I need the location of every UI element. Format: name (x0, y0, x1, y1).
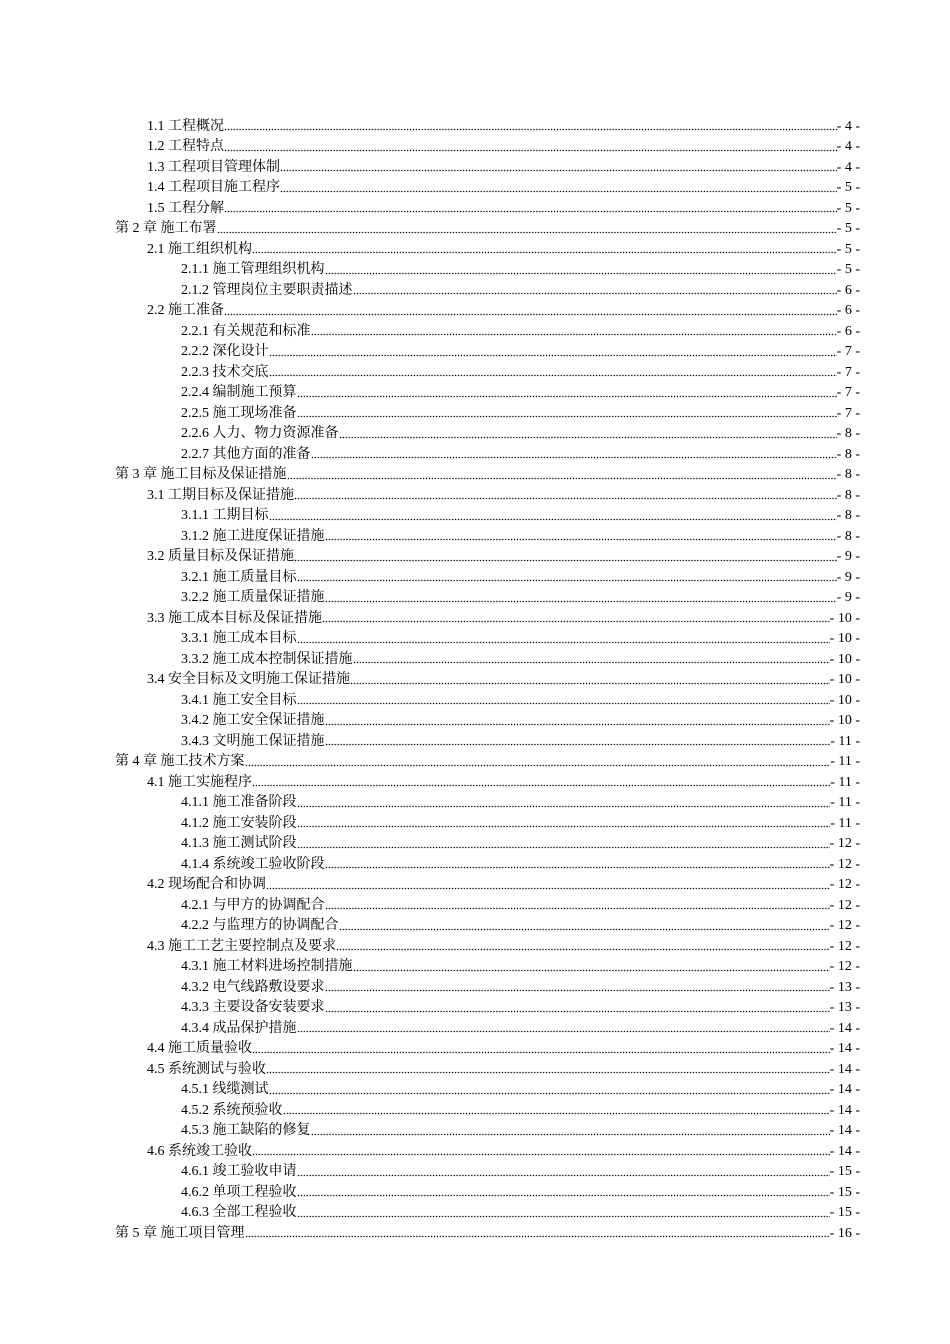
toc-entry[interactable] (0, 176, 860, 197)
toc-entry[interactable] (0, 545, 860, 566)
toc-entry-page-number: - 8 - (836, 528, 860, 544)
toc-entry-page-number: - 16 - (829, 1225, 860, 1241)
toc-entry-label: 4.6.2 单项工程验收 (181, 1184, 297, 1200)
toc-entry-page-number: - 6 - (836, 323, 860, 339)
toc-entry[interactable] (0, 401, 860, 422)
toc-dot-leader (252, 1050, 830, 1054)
toc-dot-leader (325, 538, 837, 542)
toc-entry[interactable] (0, 627, 860, 648)
toc-entry[interactable] (0, 524, 860, 545)
toc-entry[interactable] (0, 381, 860, 402)
toc-entry[interactable] (0, 1098, 860, 1119)
toc-entry-label: 3.4.3 文明施工保证措施 (181, 733, 325, 749)
toc-dot-leader (297, 845, 830, 849)
toc-entry-page-number: - 13 - (829, 1000, 860, 1015)
toc-entry-label: 4.3.3 主要设备安装要求 (181, 1000, 325, 1015)
toc-entry-page-number: - 11 - (830, 815, 860, 831)
toc-dot-leader (297, 804, 831, 808)
toc-entry-label: 3.2.1 施工质量目标 (181, 569, 297, 585)
toc-entry[interactable] (0, 770, 860, 791)
toc-entry[interactable] (0, 504, 860, 525)
toc-entry-page-number: - 5 - (836, 262, 860, 277)
toc-dot-leader (311, 333, 837, 337)
toc-entry[interactable] (0, 606, 860, 627)
toc-dot-leader (294, 558, 837, 562)
toc-dot-leader (269, 517, 837, 521)
toc-entry-page-number: - 14 - (829, 1143, 860, 1159)
toc-entry-page-number: - 5 - (836, 241, 860, 257)
toc-entry-page-number: - 11 - (830, 733, 860, 749)
toc-entry-page-number: - 13 - (829, 979, 860, 995)
toc-entry-page-number: - 8 - (836, 467, 860, 482)
toc-entry[interactable] (0, 422, 860, 443)
toc-entry-page-number: - 5 - (836, 200, 860, 216)
toc-dot-leader (224, 148, 837, 152)
toc-dot-leader (252, 251, 837, 255)
toc-dot-leader (269, 353, 837, 357)
toc-entry[interactable] (0, 668, 860, 689)
toc-entry-label: 3.3 施工成本目标及保证措施 (147, 610, 322, 626)
toc-dot-leader (325, 866, 830, 870)
toc-entry-label: 2.1.1 施工管理组织机构 (181, 262, 325, 277)
toc-entry[interactable] (0, 114, 860, 135)
toc-dot-leader (350, 681, 830, 685)
toc-entry-page-number: - 9 - (836, 569, 860, 585)
toc-entry-label: 3.3.2 施工成本控制保证措施 (181, 651, 353, 667)
toc-entry[interactable] (0, 1160, 860, 1181)
toc-entry-page-number: - 4 - (836, 139, 860, 154)
toc-entry-label: 3.3.1 施工成本目标 (181, 631, 297, 646)
toc-dot-leader (297, 1030, 830, 1034)
toc-entry[interactable] (0, 688, 860, 709)
toc-dot-leader (269, 374, 837, 378)
toc-entry-label: 4.4 施工质量验收 (147, 1041, 252, 1056)
toc-dot-leader (294, 497, 837, 501)
toc-entry-page-number: - 5 - (836, 221, 860, 236)
toc-entry-label: 3.2 质量目标及保证措施 (147, 549, 294, 564)
toc-dot-leader (245, 1235, 830, 1239)
toc-entry[interactable] (0, 893, 860, 914)
toc-entry-page-number: - 14 - (829, 1041, 860, 1056)
toc-entry[interactable] (0, 155, 860, 176)
toc-entry-page-number: - 11 - (830, 795, 860, 810)
toc-dot-leader (297, 415, 837, 419)
toc-dot-leader (297, 394, 837, 398)
toc-entry-label: 4.5.2 系统预验收 (181, 1102, 283, 1118)
toc-entry-label: 4.6 系统竣工验收 (147, 1143, 252, 1159)
toc-dot-leader (297, 1214, 830, 1218)
toc-entry[interactable] (0, 647, 860, 668)
toc-entry-page-number: - 12 - (829, 959, 860, 974)
toc-entry-label: 1.2 工程特点 (147, 139, 224, 154)
toc-entry-label: 1.1 工程概况 (147, 118, 224, 134)
toc-entry-page-number: - 12 - (829, 836, 860, 851)
toc-dot-leader (297, 825, 831, 829)
toc-entry-page-number: - 12 - (829, 938, 860, 954)
toc-entry-label: 1.3 工程项目管理体制 (147, 159, 280, 175)
toc-entry-label: 4.5.3 施工缺陷的修复 (181, 1123, 311, 1138)
toc-dot-leader (283, 1112, 830, 1116)
toc-dot-leader (217, 230, 837, 234)
toc-dot-leader (339, 435, 837, 439)
toc-entry[interactable] (0, 237, 860, 258)
toc-entry-page-number: - 15 - (829, 1164, 860, 1179)
table-of-contents (0, 114, 950, 1242)
toc-entry-label: 4.1 施工实施程序 (147, 774, 252, 790)
toc-entry-page-number: - 8 - (836, 446, 860, 462)
toc-entry-page-number: - 11 - (830, 774, 860, 790)
toc-entry[interactable] (0, 1078, 860, 1099)
toc-entry[interactable] (0, 852, 860, 873)
toc-entry-page-number: - 8 - (836, 426, 860, 441)
toc-entry[interactable] (0, 811, 860, 832)
toc-entry-page-number: - 14 - (829, 1102, 860, 1118)
toc-dot-leader (224, 128, 837, 132)
toc-entry-page-number: - 6 - (836, 303, 860, 318)
toc-entry-page-number: - 9 - (836, 549, 860, 564)
toc-entry[interactable] (0, 1119, 860, 1140)
toc-entry[interactable] (0, 914, 860, 935)
toc-entry-label: 4.2.1 与甲方的协调配合 (181, 897, 325, 913)
toc-entry-label: 3.1.1 工期目标 (181, 508, 269, 523)
toc-entry-page-number: - 14 - (829, 1082, 860, 1097)
toc-entry[interactable] (0, 1201, 860, 1222)
toc-dot-leader (252, 784, 830, 788)
toc-dot-leader (280, 169, 837, 173)
toc-entry-label: 4.3.4 成品保护措施 (181, 1020, 297, 1036)
toc-entry-page-number: - 10 - (829, 631, 860, 646)
toc-entry-page-number: - 15 - (829, 1184, 860, 1200)
toc-entry-page-number: - 12 - (829, 897, 860, 913)
toc-entry-page-number: - 12 - (829, 856, 860, 872)
toc-entry-label: 4.3.2 电气线路敷设要求 (181, 979, 325, 995)
toc-entry[interactable] (0, 565, 860, 586)
toc-entry-label: 4.3 施工工艺主要控制点及要求 (147, 938, 336, 954)
toc-entry-label: 4.6.3 全部工程验收 (181, 1205, 297, 1220)
toc-dot-leader (325, 1009, 830, 1013)
toc-entry-label: 1.4 工程项目施工程序 (147, 180, 280, 195)
toc-entry-page-number: - 11 - (830, 754, 860, 769)
toc-dot-leader (325, 722, 830, 726)
toc-entry-label: 第 3 章 施工目标及保证措施 (115, 467, 287, 482)
toc-entry-page-number: - 14 - (829, 1020, 860, 1036)
toc-entry[interactable] (0, 278, 860, 299)
toc-entry-label: 2.2.6 人力、物力资源准备 (181, 426, 339, 441)
toc-entry[interactable] (0, 873, 860, 894)
toc-entry-page-number: - 4 - (836, 159, 860, 175)
toc-dot-leader (224, 210, 837, 214)
toc-dot-leader (297, 1194, 830, 1198)
toc-entry-label: 3.1 工期目标及保证措施 (147, 487, 294, 503)
toc-dot-leader (353, 661, 830, 665)
toc-dot-leader (224, 312, 837, 316)
toc-entry-label: 3.4 安全目标及文明施工保证措施 (147, 672, 350, 687)
toc-entry-page-number: - 10 - (829, 692, 860, 708)
toc-entry-label: 2.2.1 有关规范和标准 (181, 323, 311, 339)
toc-entry-label: 4.2 现场配合和协调 (147, 877, 266, 892)
toc-entry-page-number: - 12 - (829, 877, 860, 892)
toc-dot-leader (353, 968, 830, 972)
toc-entry[interactable] (0, 1180, 860, 1201)
toc-dot-leader (266, 1071, 830, 1075)
toc-entry-label: 2.2.4 编制施工预算 (181, 385, 297, 400)
toc-entry-label: 第 2 章 施工布署 (115, 221, 217, 236)
toc-entry-label: 4.6.1 竣工验收申请 (181, 1164, 297, 1179)
toc-entry-label: 4.5.1 线缆测试 (181, 1082, 269, 1097)
toc-dot-leader (353, 292, 837, 296)
toc-entry-label: 4.3.1 施工材料进场控制措施 (181, 959, 353, 974)
toc-dot-leader (336, 948, 830, 952)
toc-entry[interactable] (0, 934, 860, 955)
toc-dot-leader (311, 1132, 830, 1136)
toc-entry[interactable] (0, 750, 860, 771)
toc-dot-leader (269, 1091, 830, 1095)
toc-entry-label: 2.2.7 其他方面的准备 (181, 446, 311, 462)
toc-entry-page-number: - 14 - (829, 1123, 860, 1138)
toc-dot-leader (322, 620, 830, 624)
toc-entry[interactable] (0, 729, 860, 750)
toc-entry-label: 2.2.3 技术交底 (181, 364, 269, 380)
toc-entry-page-number: - 4 - (836, 118, 860, 134)
toc-entry[interactable] (0, 1037, 860, 1058)
toc-entry[interactable] (0, 1016, 860, 1037)
toc-entry-page-number: - 15 - (829, 1205, 860, 1220)
toc-dot-leader (297, 579, 837, 583)
toc-entry-label: 2.1 施工组织机构 (147, 241, 252, 257)
toc-dot-leader (297, 702, 830, 706)
toc-dot-leader (252, 1153, 830, 1157)
toc-entry-label: 第 4 章 施工技术方案 (115, 754, 245, 769)
toc-entry[interactable] (0, 955, 860, 976)
toc-entry[interactable] (0, 975, 860, 996)
toc-entry[interactable] (0, 483, 860, 504)
toc-entry-page-number: - 9 - (836, 590, 860, 605)
toc-entry-label: 4.1.1 施工准备阶段 (181, 795, 297, 810)
toc-entry-page-number: - 10 - (829, 713, 860, 728)
toc-entry-page-number: - 7 - (836, 385, 860, 400)
toc-entry-label: 第 5 章 施工项目管理 (115, 1225, 245, 1241)
toc-entry-page-number: - 12 - (829, 918, 860, 933)
toc-entry-page-number: - 10 - (829, 651, 860, 667)
toc-entry-label: 2.2.2 深化设计 (181, 344, 269, 359)
toc-entry[interactable] (0, 709, 860, 730)
toc-entry-label: 3.1.2 施工进度保证措施 (181, 528, 325, 544)
toc-entry-label: 4.5 系统测试与验收 (147, 1061, 266, 1077)
toc-dot-leader (311, 456, 837, 460)
toc-entry[interactable] (0, 586, 860, 607)
toc-entry[interactable] (0, 996, 860, 1017)
toc-entry-page-number: - 10 - (829, 672, 860, 687)
toc-dot-leader (245, 763, 831, 767)
toc-entry[interactable] (0, 217, 860, 238)
toc-entry[interactable] (0, 1057, 860, 1078)
toc-entry[interactable] (0, 340, 860, 361)
toc-entry-label: 4.1.3 施工测试阶段 (181, 836, 297, 851)
toc-dot-leader (287, 476, 837, 480)
toc-entry[interactable] (0, 1221, 860, 1242)
toc-entry[interactable] (0, 360, 860, 381)
toc-dot-leader (280, 189, 837, 193)
toc-entry[interactable] (0, 299, 860, 320)
toc-dot-leader (325, 271, 837, 275)
toc-entry-label: 2.2.5 施工现场准备 (181, 405, 297, 421)
toc-entry-page-number: - 7 - (836, 364, 860, 380)
toc-entry-label: 1.5 工程分解 (147, 200, 224, 216)
toc-dot-leader (339, 927, 830, 931)
toc-entry-page-number: - 7 - (836, 344, 860, 359)
toc-entry[interactable] (0, 832, 860, 853)
toc-entry-label: 4.1.4 系统竣工验收阶段 (181, 856, 325, 872)
toc-entry-label: 2.2 施工准备 (147, 303, 224, 318)
toc-entry[interactable] (0, 791, 860, 812)
toc-entry[interactable] (0, 319, 860, 340)
toc-dot-leader (297, 1173, 830, 1177)
toc-entry-label: 3.4.1 施工安全目标 (181, 692, 297, 708)
toc-entry-label: 3.2.2 施工质量保证措施 (181, 590, 325, 605)
toc-entry-page-number: - 7 - (836, 405, 860, 421)
toc-dot-leader (325, 907, 830, 911)
toc-entry-page-number: - 6 - (836, 282, 860, 298)
toc-dot-leader (266, 886, 830, 890)
toc-entry[interactable] (0, 135, 860, 156)
toc-entry[interactable] (0, 258, 860, 279)
toc-entry-page-number: - 14 - (829, 1061, 860, 1077)
toc-entry-page-number: - 8 - (836, 508, 860, 523)
toc-dot-leader (325, 989, 830, 993)
toc-entry-page-number: - 5 - (836, 180, 860, 195)
toc-entry-page-number: - 8 - (836, 487, 860, 503)
toc-entry-label: 4.1.2 施工安装阶段 (181, 815, 297, 831)
toc-entry[interactable] (0, 1139, 860, 1160)
toc-entry-label: 4.2.2 与监理方的协调配合 (181, 918, 339, 933)
toc-dot-leader (325, 599, 837, 603)
toc-dot-leader (325, 743, 831, 747)
toc-entry-label: 2.1.2 管理岗位主要职责描述 (181, 282, 353, 298)
toc-entry-page-number: - 10 - (829, 610, 860, 626)
toc-dot-leader (297, 640, 830, 644)
toc-entry-label: 3.4.2 施工安全保证措施 (181, 713, 325, 728)
toc-entry[interactable] (0, 442, 860, 463)
toc-entry[interactable] (0, 196, 860, 217)
toc-entry[interactable] (0, 463, 860, 484)
